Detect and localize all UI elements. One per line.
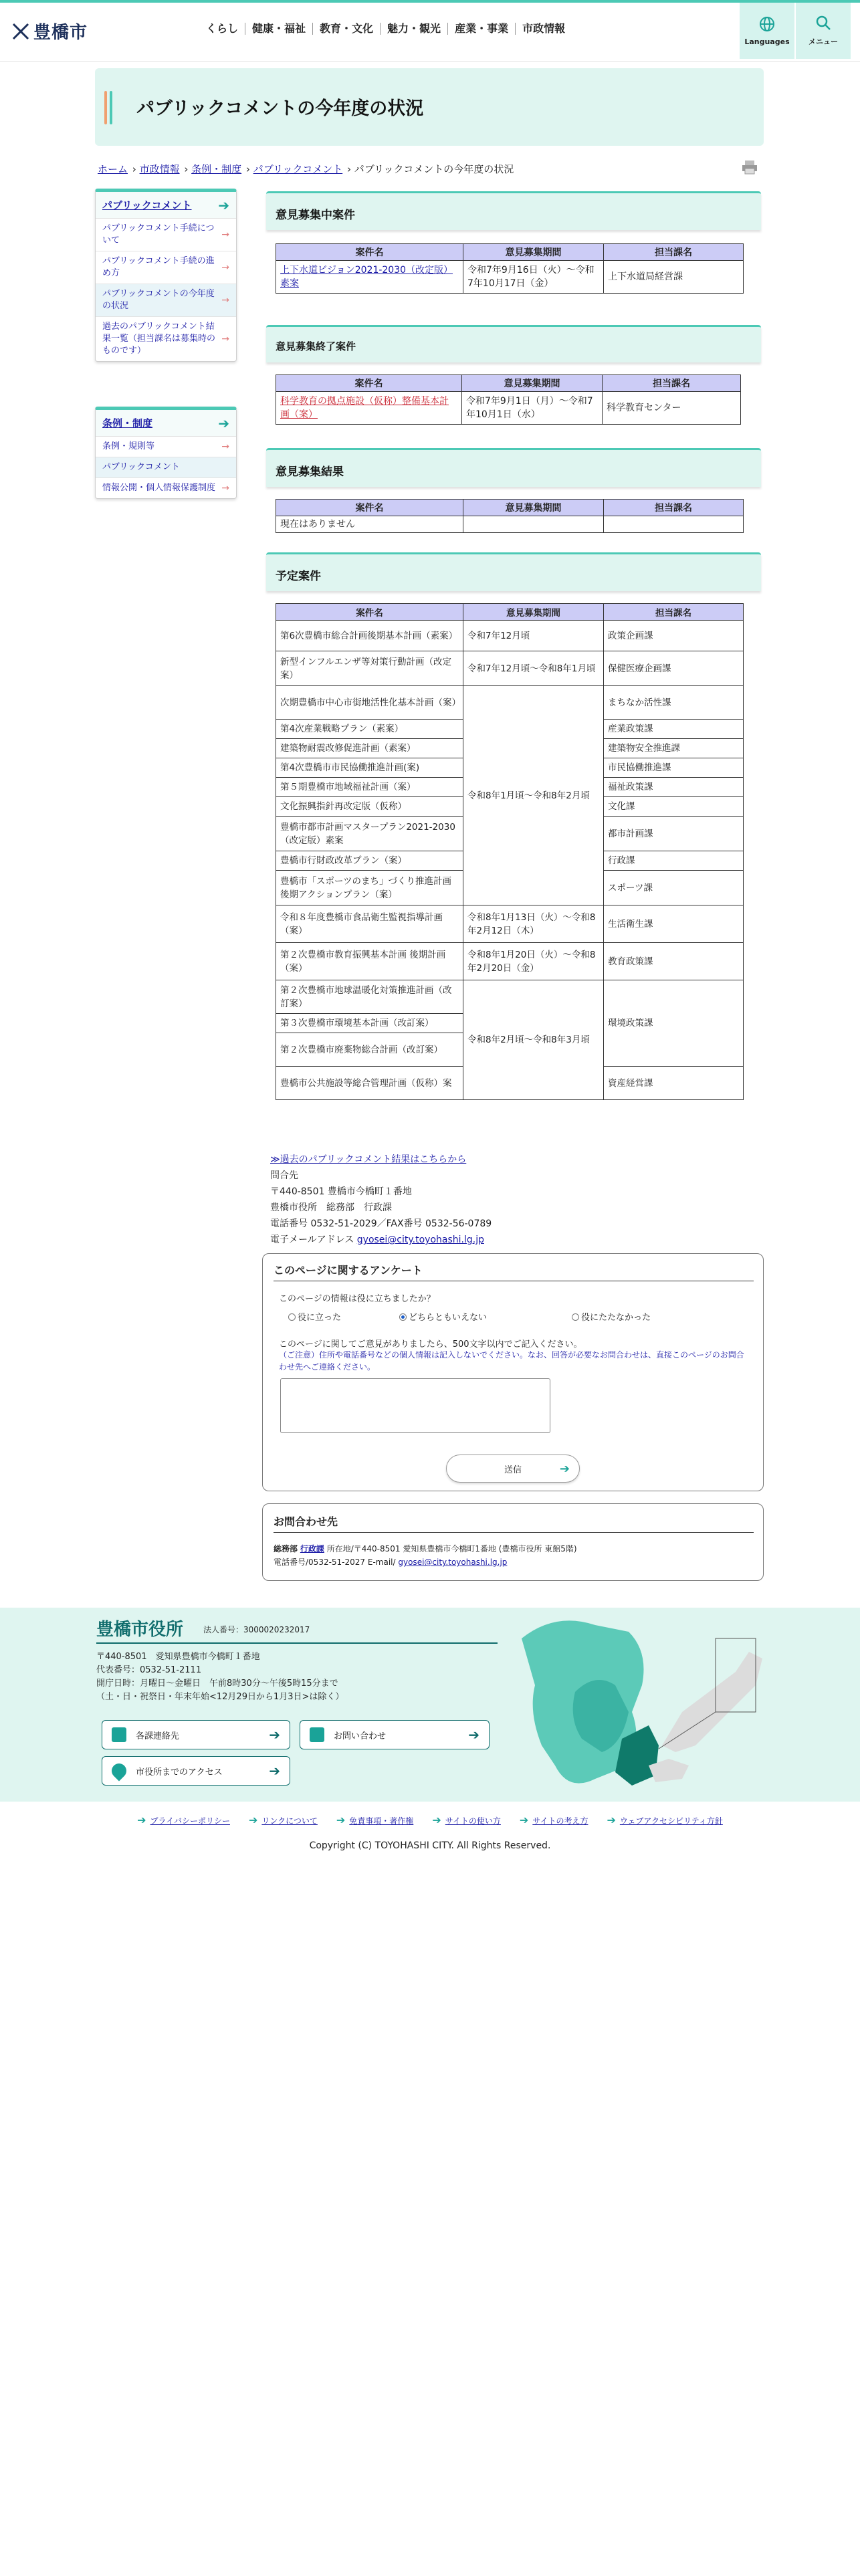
breadcrumb-current: パブリックコメントの今年度の状況: [354, 163, 514, 175]
contact-phone: 電話番号 0532-51-2029／FAX番号 0532-56-0789: [270, 1218, 492, 1229]
period-cell: 令和8年2月頃〜令和8年3月頃: [463, 980, 604, 1100]
breadcrumb-ordinance[interactable]: 条例・制度: [191, 163, 242, 175]
period-cell: [463, 516, 604, 533]
arrow-icon: →: [221, 262, 229, 273]
name-cell: 第２次豊橋市地球温暖化対策推進計画（改訂案）: [276, 980, 463, 1014]
inquiry-button[interactable]: [300, 1720, 490, 1749]
languages-button[interactable]: [740, 3, 794, 59]
sidebar-group-title[interactable]: [96, 192, 236, 219]
dept-cell: 政策企画課: [604, 621, 744, 651]
sidebar-item-public-comment[interactable]: [96, 457, 236, 478]
dept-contacts-button[interactable]: [102, 1720, 290, 1749]
survey-box: [262, 1253, 764, 1491]
menu-label: メニュー: [809, 37, 838, 46]
nav-city-info[interactable]: 市政情報: [515, 23, 572, 35]
mail-icon: [310, 1727, 324, 1742]
name-cell: 第6次豊橋市総合計画後期基本計画（素案）: [276, 621, 463, 651]
section-title: 予定案件: [276, 570, 321, 583]
option-label: 役に立った: [298, 1313, 342, 1323]
arrow-right-icon: ➔: [218, 415, 229, 431]
sidebar-item-procedure[interactable]: [96, 219, 236, 251]
table-row: [276, 516, 744, 533]
phonebook-icon: [112, 1727, 126, 1742]
link-linking[interactable]: リンクについて: [261, 1816, 318, 1826]
dept-cell: 市民協働推進課: [604, 758, 744, 778]
past-results-link[interactable]: ≫過去のパブリックコメント結果はこちらから: [270, 1154, 467, 1165]
period-cell: 令和8年1月頃〜令和8年2月頃: [463, 686, 604, 905]
period-cell: 令和7年12月頃: [463, 621, 604, 651]
name-cell: 第３次豊橋市環境基本計画（改訂案）: [276, 1014, 463, 1033]
col-name: 案件名: [276, 244, 463, 261]
name-cell: 第4次豊橋市市民協働推進計画(案): [276, 758, 463, 778]
dept-cell: まちなか活性課: [604, 686, 744, 720]
link-disclaimer[interactable]: 免責事項・著作権: [349, 1816, 414, 1826]
table-row: [276, 943, 744, 980]
col-period: 意見募集期間: [463, 604, 604, 621]
survey-option-useful[interactable]: [288, 1310, 341, 1323]
link-privacy[interactable]: プライバシーポリシー: [150, 1816, 230, 1826]
dept-cell: [604, 516, 744, 533]
period-cell: 令和8年1月13日（火）〜令和8年2月12日（木）: [463, 905, 604, 943]
table-row: [276, 392, 741, 425]
name-cell: 次期豊橋市中心市街地活性化基本計画（案）: [276, 686, 463, 720]
section-results-heading: [266, 448, 761, 487]
nav-kurashi[interactable]: くらし: [206, 22, 239, 35]
inquiry-email-link[interactable]: gyosei@city.toyohashi.lg.jp: [398, 1558, 508, 1567]
button-label: お問い合わせ: [334, 1731, 387, 1741]
dept-cell: 文化課: [604, 797, 744, 817]
inquiry-phone: 電話番号/0532-51-2027 E-mail/: [274, 1558, 396, 1567]
closed-item-link[interactable]: 科学教育の拠点施設（仮称）整備基本計画（案）: [280, 396, 449, 420]
site-footer: [0, 1608, 860, 1802]
period-cell: 令和8年1月20日（火）〜令和8年2月20日（金）: [463, 943, 604, 980]
survey-note: このページに関してご意見がありましたら、500文字以内でご記入ください。: [279, 1339, 582, 1350]
inquiry-title: お問合わせ先: [274, 1515, 338, 1528]
map-pin-icon: [108, 1760, 129, 1781]
sidebar-item-rules[interactable]: [96, 437, 236, 457]
footer-links: ➔ プライバシーポリシー ➔ リンクについて ➔ 免責事項・著作権 ➔ サイトの使い方 ➔ サイトの考え方 ➔ ウェブアクセシビリティ方針: [137, 1814, 723, 1826]
comment-textarea[interactable]: [280, 1378, 550, 1433]
table-row: [276, 980, 744, 1014]
dept-cell: 行政課: [604, 851, 744, 871]
col-dept: 担当課名: [604, 604, 744, 621]
sidebar-item-label: パブリックコメント: [102, 462, 180, 472]
footer-hours-note: （土・日・祝祭日・年末年始<12月29日から1月3日>は除く）: [96, 1692, 344, 1702]
survey-title: このページに関するアンケート: [274, 1264, 423, 1277]
col-name: 案件名: [276, 604, 463, 621]
period-cell: 令和7年12月頃〜令和8年1月頃: [463, 651, 604, 686]
arrow-right-icon: ➔: [559, 1461, 570, 1476]
footer-address: 〒440-8501 愛知県豊橋市今橋町１番地: [96, 1652, 260, 1662]
sidebar-item-label: 条例・規則等: [102, 441, 155, 451]
section-closed-heading: [266, 325, 761, 362]
button-label: 各課連絡先: [136, 1731, 180, 1741]
dept-cell: 保健医療企画課: [604, 651, 744, 686]
site-header: [0, 3, 860, 62]
search-icon: [815, 15, 831, 31]
name-cell: 豊橋市都市計画マスタープラン2021-2030（改定版）素案: [276, 817, 463, 851]
sidebar-item-disclosure[interactable]: [96, 478, 236, 498]
contact-block: [270, 1152, 492, 1248]
languages-label: Languages: [744, 37, 790, 46]
footer-corp-no: 法人番号：3000020232017: [203, 1625, 310, 1634]
access-button[interactable]: [102, 1756, 290, 1786]
sidebar-group-title[interactable]: [96, 410, 236, 437]
sidebar-item-label: 過去のパブリックコメント結果一覧（担当課名は募集時のものです）: [102, 322, 216, 356]
button-label: 市役所までのアクセス: [136, 1767, 223, 1778]
name-cell: 豊橋市「スポーツのまち」づくり推進計画 後期アクションプラン（案）: [276, 871, 463, 905]
dept-cell: 教育政策課: [604, 943, 744, 980]
period-cell: 令和7年9月1日（月）〜令和7年10月1日（水）: [462, 392, 603, 425]
survey-option-neutral[interactable]: [399, 1310, 487, 1323]
sidebar-item-process[interactable]: [96, 251, 236, 284]
page-title: パブリックコメントの今年度の状況: [136, 98, 424, 119]
dept-cell: 資産経営課: [604, 1067, 744, 1100]
name-cell: 建築物耐震改修促進計画（素案）: [276, 739, 463, 758]
col-dept: 担当課名: [603, 375, 741, 392]
submit-button[interactable]: [446, 1455, 580, 1483]
survey-option-not-useful[interactable]: [572, 1310, 651, 1323]
radio-icon: [399, 1313, 407, 1321]
page-title-box: [95, 68, 764, 146]
inquiry-section-link[interactable]: 行政課: [300, 1544, 324, 1553]
dept-cell: 福祉政策課: [604, 778, 744, 797]
closed-table: [276, 374, 741, 425]
copyright: Copyright (C) TOYOHASHI CITY. All Rights Reserved.: [309, 1840, 551, 1851]
arrow-right-icon: ➔: [269, 1727, 280, 1743]
submit-label: 送信: [504, 1465, 522, 1475]
dept-cell: 産業政策課: [604, 720, 744, 739]
sidebar-item-label: パブリックコメント手続について: [102, 223, 215, 245]
nav-health[interactable]: 健康・福祉: [245, 23, 312, 35]
name-cell: 文化振興指針再改定版（仮称）: [276, 797, 463, 817]
breadcrumb: ホーム › 市政情報 › 条例・制度 › パブリックコメント › パブリックコメントの今年度の状況: [98, 163, 514, 175]
option-label: どちらともいえない: [409, 1313, 488, 1323]
breadcrumb-city-info[interactable]: 市政情報: [139, 163, 180, 175]
location-map-illustration: [515, 1612, 769, 1799]
sidebar-ordinance: [95, 407, 237, 499]
link-accessibility[interactable]: ウェブアクセシビリティ方針: [619, 1816, 723, 1826]
table-row: [276, 686, 744, 720]
table-row: [276, 261, 744, 294]
dept-cell: 科学教育センター: [603, 392, 741, 425]
period-cell: 令和7年9月16日（火）〜令和7年10月17日（金）: [463, 261, 604, 294]
radio-icon: [288, 1313, 296, 1321]
inquiry-address: 所在地/〒440-8501 愛知県豊橋市今橋町1番地 (豊橋市役所 東館5階): [326, 1544, 577, 1553]
global-nav: [199, 23, 572, 35]
print-icon[interactable]: [741, 159, 758, 175]
contact-address: 〒440-8501 豊橋市今橋町１番地: [270, 1186, 412, 1197]
open-item-link[interactable]: 上下水道ビジョン2021-2030（改定版）素案: [280, 265, 453, 289]
dept-cell: 上下水道局経営課: [604, 261, 744, 294]
name-cell: 第５期豊橋市地域福祉計画（案）: [276, 778, 463, 797]
arrow-icon: →: [221, 483, 229, 494]
contact-office: 豊橋市役所 総務部 行政課: [270, 1202, 392, 1213]
arrow-icon: →: [221, 229, 229, 240]
col-period: 意見募集期間: [463, 500, 604, 516]
name-cell: 豊橋市行財政改革プラン（案）: [276, 851, 463, 871]
sidebar-item-label: 情報公開・個人情報保護制度: [102, 483, 216, 493]
nav-education[interactable]: 教育・文化: [312, 23, 380, 35]
planned-table: [276, 603, 744, 1100]
arrow-right-icon: ➔: [269, 1763, 280, 1779]
inquiry-dept: 総務部: [274, 1544, 298, 1553]
open-table: [276, 243, 744, 294]
contact-email-label: 電子メールアドレス: [270, 1235, 354, 1245]
title-decoration: [104, 91, 112, 124]
section-open-heading: [266, 191, 761, 230]
col-dept: 担当課名: [604, 500, 744, 516]
footer-hours: 開庁日時：月曜日〜金曜日 午前8時30分〜午後5時15分まで: [96, 1679, 338, 1689]
nav-industry[interactable]: 産業・事業: [447, 23, 515, 35]
nav-tourism[interactable]: 魅力・観光: [380, 23, 447, 35]
section-title: 意見募集中案件: [276, 209, 355, 222]
table-row: [276, 905, 744, 943]
name-cell: 新型インフルエンザ等対策行動計画（改定案）: [276, 651, 463, 686]
site-name: 豊橋市: [33, 23, 88, 43]
globe-icon: [759, 16, 775, 32]
survey-question: このページの情報は役に立ちましたか？: [279, 1294, 435, 1304]
sidebar-item-label: パブリックコメントの今年度の状況: [102, 289, 215, 311]
arrow-right-icon: ➔: [218, 197, 229, 213]
name-cell: 第２次豊橋市廃棄物総合計画（改訂案）: [276, 1033, 463, 1067]
name-cell: 第２次豊橋市教育振興基本計画 後期計画（案）: [276, 943, 463, 980]
col-period: 意見募集期間: [462, 375, 603, 392]
arrow-right-icon: ➔: [468, 1727, 479, 1743]
name-cell: 豊橋市公共施設等総合管理計画（仮称）案: [276, 1067, 463, 1100]
sidebar-item-current-year[interactable]: [96, 284, 236, 317]
dept-cell: 都市計画課: [604, 817, 744, 851]
city-emblem-icon: [12, 23, 29, 40]
link-how-to-use[interactable]: サイトの使い方: [445, 1816, 501, 1826]
site-logo[interactable]: [12, 19, 88, 43]
results-table: [276, 499, 744, 533]
sidebar-item-label: パブリックコメント手続の進め方: [102, 256, 215, 278]
sidebar-group-link[interactable]: 条例・制度: [102, 417, 153, 429]
arrow-icon: →: [221, 441, 229, 452]
footer-tel: 代表番号：0532-51-2111: [96, 1665, 202, 1675]
col-name: 案件名: [276, 500, 463, 516]
dept-cell: スポーツ課: [604, 871, 744, 905]
section-title: 意見募集結果: [276, 465, 344, 479]
dept-cell: 建築物安全推進課: [604, 739, 744, 758]
table-row: [276, 651, 744, 686]
table-row: [276, 621, 744, 651]
sidebar-item-past-results[interactable]: [96, 317, 236, 361]
option-label: 役にたたなかった: [581, 1313, 651, 1323]
arrow-icon: →: [221, 334, 229, 344]
radio-icon: [572, 1313, 579, 1321]
breadcrumb-home[interactable]: ホーム: [98, 163, 128, 175]
name-cell: 第4次産業戦略プラン（素案）: [276, 720, 463, 739]
inquiry-box: [262, 1503, 764, 1581]
survey-caution: （ご注意）住所や電話番号などの個人情報は記入しないでください。なお、回答が必要なお問合わせは、直接このページのお問合わせ先へご連絡ください。: [279, 1350, 744, 1372]
col-name: 案件名: [276, 375, 462, 392]
dept-cell: 生活衛生課: [604, 905, 744, 943]
contact-email-link[interactable]: gyosei@city.toyohashi.lg.jp: [356, 1235, 484, 1245]
arrow-icon: →: [221, 295, 229, 306]
sidebar-public-comment: [95, 189, 237, 362]
dept-cell: 環境政策課: [604, 980, 744, 1067]
name-cell: 令和８年度豊橋市食品衛生監視指導計画（案）: [276, 905, 463, 943]
menu-button[interactable]: [796, 3, 851, 59]
section-planned-heading: [266, 552, 761, 591]
footer-org: 豊橋市役所: [96, 1620, 184, 1640]
section-title: 意見募集終了案件: [276, 340, 356, 352]
col-period: 意見募集期間: [463, 244, 604, 261]
name-cell: 現在はありません: [276, 516, 463, 533]
contact-label: 問合先: [270, 1170, 298, 1181]
col-dept: 担当課名: [604, 244, 744, 261]
link-site-policy[interactable]: サイトの考え方: [532, 1816, 588, 1826]
breadcrumb-public-comment[interactable]: パブリックコメント: [253, 163, 343, 175]
sidebar-group-link[interactable]: パブリックコメント: [102, 199, 192, 211]
